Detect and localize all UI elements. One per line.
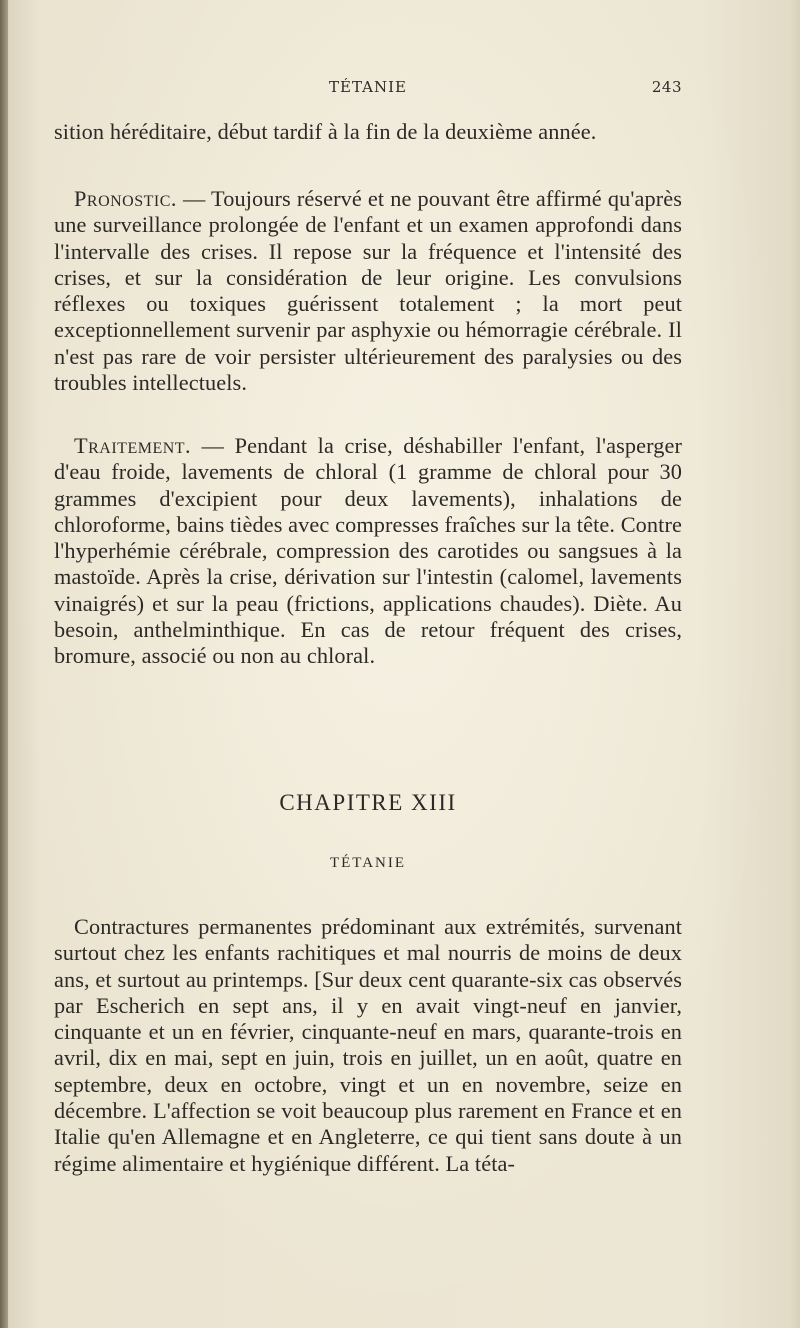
continuation-paragraph	[54, 119, 682, 145]
running-title: TÉTANIE	[329, 78, 407, 96]
continuation-text: sition héréditaire, début tardif à la fin de la deuxième année.	[54, 119, 597, 144]
tetanie-text: Contractures permanentes prédominant aux extrémités, survenant surtout chez les enfants rachitiques et mal nourris de moins de deux ans, et surtout au printemps. [Sur deux cent quarante-six cas observés par Escherich en sept ans, il y en avait vingt-neuf en janvier, cinquante et un en février, cinquante-neuf en mars, quarante-trois en avril, dix en mai, sept en juin, trois en juillet, un en août, quatre en septembre, deux en octobre, vingt et un en novembre, seize en décembre. L'affection se voit beaucoup plus rarement en France et en Italie qu'en Allemagne et en Angleterre, ce qui tient sans doute à un régime alimentaire et hygiénique différent. La téta-	[54, 914, 682, 1176]
pronostic-text: — Toujours réservé et ne pouvant être affirmé qu'après une surveillance prolongée de l'enfant et un examen approfondi dans l'intervalle des crises. Il repose sur la fréquence et l'intensité des crises, et sur la considération de leur origine. Les convulsions réflexes ou toxiques guérissent totalement ; la mort peut exceptionnellement survenir par asphyxie ou hémorragie cérébrale. Il n'est pas rare de voir persister ultérieurement des paralysies ou des troubles intellectuels.	[54, 186, 682, 396]
chapter-subtitle: TÉTANIE	[329, 855, 407, 871]
tetanie-paragraph	[54, 914, 682, 1177]
traitement-paragraph	[54, 433, 682, 670]
page-spine-shadow	[0, 0, 8, 1328]
page-number: 243	[651, 78, 682, 96]
running-header	[54, 78, 682, 98]
traitement-text: — Pendant la crise, déshabiller l'enfant, l'asperger d'eau froide, lavements de chloral (1 gramme de chloral pour 30 grammes d'excipient pour deux lavements), inhalations de chloroforme, bains tièdes avec compresses fraîches sur la tête. Contre l'hyperhémie cérébrale, compression des carotides ou sangsues à la mastoïde. Après la crise, dérivation sur l'intestin (calomel, lavements vinaigrés) et sur la peau (frictions, applications chaudes). Diète. Au besoin, anthelminthique. En cas de retour fréquent des crises, bromure, associé ou non au chloral.	[54, 433, 682, 669]
chapter-title: CHAPITRE XIII	[279, 790, 457, 815]
pronostic-paragraph	[54, 186, 682, 396]
traitement-heading: Traitement.	[74, 433, 192, 458]
pronostic-heading: Pronostic.	[74, 186, 177, 211]
